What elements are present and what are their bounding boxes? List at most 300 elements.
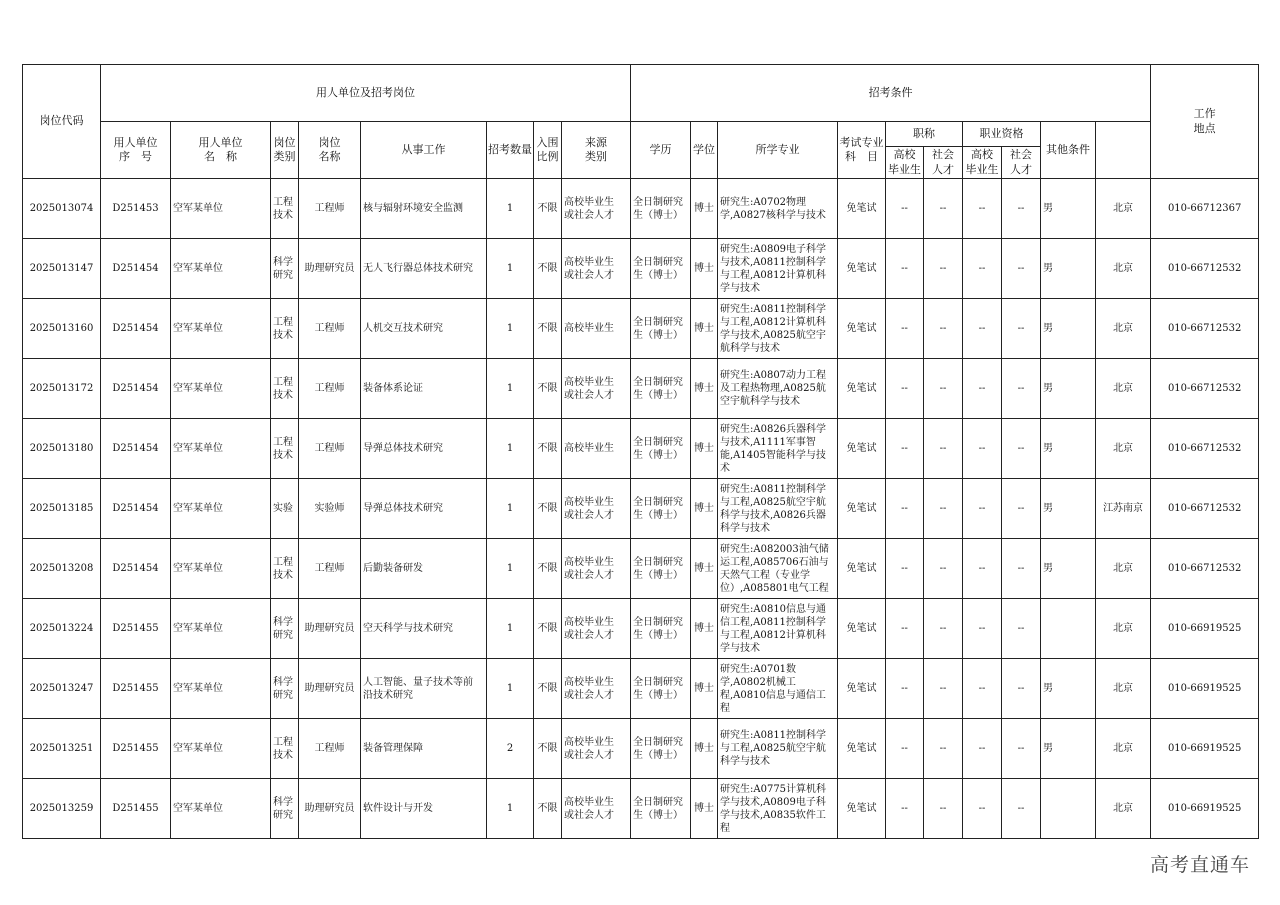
cell-post-code — [23, 419, 101, 479]
cell-exam-text: 免笔试 — [846, 323, 877, 334]
cell-major — [718, 539, 838, 599]
cell-ratio-text: 不限 — [537, 443, 558, 454]
cell-ratio-text: 不限 — [537, 563, 558, 574]
cell-quota-text: 2 — [506, 743, 514, 754]
cell-title-social-text: -- — [939, 803, 947, 814]
cell-exam-text: 免笔试 — [846, 503, 877, 514]
table-row — [23, 239, 1259, 299]
cell-education — [631, 299, 691, 359]
cell-major — [718, 599, 838, 659]
cell-post-code — [23, 479, 101, 539]
cell-other-text: 男 — [1043, 203, 1053, 214]
cell-other-text: 男 — [1043, 743, 1053, 754]
cell-major — [718, 299, 838, 359]
cell-unit-seq-text: D251455 — [112, 623, 159, 634]
cell-ratio — [534, 539, 562, 599]
cell-other — [1041, 239, 1096, 299]
cell-work — [361, 539, 487, 599]
cell-source-text: 高校毕业生 或社会人才 — [564, 676, 614, 701]
cell-degree — [691, 179, 718, 239]
cell-phone-text: 010-66712532 — [1167, 563, 1242, 574]
cell-post-name-text: 助理研究员 — [304, 803, 355, 814]
cell-phone — [1151, 779, 1259, 839]
cell-phone-text: 010-66712532 — [1167, 503, 1242, 514]
cell-unit-name-text: 空军某单位 — [173, 563, 223, 574]
cell-unit-name — [171, 779, 271, 839]
cell-title-social — [924, 419, 963, 479]
cell-phone-text: 010-66712532 — [1167, 443, 1242, 454]
cell-qual-grad-text: -- — [978, 503, 986, 514]
cell-major-text: 研究生:A0811控制科学 与工程,A0825航空宇航 科学与技术,A0826兵器 科学与技术 — [720, 483, 827, 534]
cell-degree-text: 博士 — [694, 383, 714, 394]
cell-post-type — [271, 599, 299, 659]
cell-unit-seq-text: D251455 — [112, 803, 159, 814]
cell-work-place — [1096, 359, 1151, 419]
cell-title-grad — [886, 659, 924, 719]
cell-exam-text: 免笔试 — [846, 743, 877, 754]
cell-quota-text: 1 — [506, 443, 514, 454]
cell-post-type-text: 工程 技术 — [273, 316, 293, 341]
cell-other-text: 男 — [1043, 443, 1053, 454]
cell-work-place-text: 北京 — [1113, 683, 1134, 694]
cell-title-grad — [886, 299, 924, 359]
cell-source-text: 高校毕业生 或社会人才 — [564, 736, 614, 761]
cell-post-type — [271, 479, 299, 539]
cell-phone — [1151, 419, 1259, 479]
cell-source — [562, 179, 631, 239]
cell-post-type — [271, 419, 299, 479]
cell-exam — [838, 359, 886, 419]
cell-major-text: 研究生:A0701数 学,A0802机械工 程,A0810信息与通信工 程 — [720, 663, 826, 714]
cell-source-text: 高校毕业生 或社会人才 — [564, 376, 614, 401]
cell-qual-social — [1002, 239, 1041, 299]
cell-post-code-text: 2025013251 — [29, 743, 94, 754]
cell-ratio — [534, 779, 562, 839]
cell-work-text: 软件设计与开发 — [363, 803, 433, 814]
cell-work-text: 无人飞行器总体技术研究 — [363, 263, 473, 274]
cell-exam — [838, 299, 886, 359]
cell-title-grad — [886, 719, 924, 779]
cell-unit-name-text: 空军某单位 — [173, 263, 223, 274]
cell-education — [631, 479, 691, 539]
cell-other — [1041, 779, 1096, 839]
cell-source — [562, 239, 631, 299]
cell-title-grad-text: -- — [901, 443, 908, 454]
cell-title-grad-text: -- — [901, 623, 908, 634]
cell-work-place — [1096, 299, 1151, 359]
cell-exam-text: 免笔试 — [846, 803, 877, 814]
cell-phone-text: 010-66919525 — [1167, 743, 1242, 754]
cell-work-place-text: 北京 — [1113, 623, 1134, 634]
cell-unit-seq — [101, 479, 171, 539]
cell-qual-social-text: -- — [1017, 743, 1025, 754]
cell-work-place — [1096, 479, 1151, 539]
cell-title-grad — [886, 419, 924, 479]
cell-degree-text: 博士 — [694, 503, 714, 514]
cell-post-type-text: 科学 研究 — [273, 616, 293, 641]
cell-work-place-text: 北京 — [1113, 383, 1134, 394]
cell-other — [1041, 299, 1096, 359]
cell-major — [718, 479, 838, 539]
cell-post-name-text: 助理研究员 — [304, 683, 355, 694]
cell-qual-grad-text: -- — [978, 263, 986, 274]
cell-degree — [691, 719, 718, 779]
header-title-grad: 高校 毕业生 — [886, 147, 924, 179]
cell-unit-name — [171, 179, 271, 239]
cell-title-social-text: -- — [939, 623, 947, 634]
table-row — [23, 779, 1259, 839]
cell-post-name-text: 工程师 — [314, 743, 345, 754]
cell-qual-social-text: -- — [1017, 383, 1025, 394]
cell-unit-seq — [101, 599, 171, 659]
cell-degree-text: 博士 — [694, 263, 714, 274]
cell-title-social-text: -- — [939, 203, 947, 214]
cell-quota-text: 1 — [506, 323, 514, 334]
header-qual-social: 社会 人才 — [1002, 147, 1041, 179]
cell-exam — [838, 539, 886, 599]
cell-title-grad-text: -- — [901, 263, 908, 274]
cell-title-grad-text: -- — [901, 323, 908, 334]
cell-title-social-text: -- — [939, 743, 947, 754]
cell-phone — [1151, 719, 1259, 779]
cell-qual-grad-text: -- — [978, 623, 986, 634]
cell-post-code — [23, 299, 101, 359]
cell-unit-seq-text: D251454 — [112, 383, 159, 394]
cell-qual-social-text: -- — [1017, 623, 1025, 634]
cell-qual-grad — [963, 359, 1002, 419]
cell-work-place — [1096, 599, 1151, 659]
cell-work — [361, 179, 487, 239]
cell-qual-social-text: -- — [1017, 443, 1025, 454]
cell-qual-social-text: -- — [1017, 323, 1025, 334]
cell-title-grad — [886, 539, 924, 599]
cell-degree-text: 博士 — [694, 743, 714, 754]
cell-exam — [838, 779, 886, 839]
cell-ratio-text: 不限 — [537, 503, 558, 514]
header-title-social: 社会 人才 — [924, 147, 963, 179]
cell-work-place — [1096, 539, 1151, 599]
cell-qual-social — [1002, 299, 1041, 359]
cell-qual-social-text: -- — [1017, 263, 1025, 274]
header-unit-seq: 用人单位 序 号 — [101, 122, 171, 179]
cell-degree-text: 博士 — [694, 443, 714, 454]
cell-post-code — [23, 539, 101, 599]
cell-unit-seq — [101, 719, 171, 779]
cell-unit-name — [171, 479, 271, 539]
cell-work-text: 空天科学与技术研究 — [363, 623, 453, 634]
cell-post-code-text: 2025013259 — [29, 803, 94, 814]
cell-quota — [487, 179, 534, 239]
cell-other — [1041, 359, 1096, 419]
cell-exam-text: 免笔试 — [846, 203, 877, 214]
cell-post-name-text: 工程师 — [314, 203, 345, 214]
cell-title-social-text: -- — [939, 563, 947, 574]
cell-unit-name-text: 空军某单位 — [173, 623, 223, 634]
cell-unit-name-text: 空军某单位 — [173, 743, 223, 754]
cell-title-grad-text: -- — [901, 743, 908, 754]
cell-post-code-text: 2025013180 — [29, 443, 94, 454]
cell-unit-seq — [101, 659, 171, 719]
cell-major — [718, 779, 838, 839]
cell-work-place-text: 北京 — [1113, 443, 1134, 454]
cell-qual-social — [1002, 419, 1041, 479]
cell-education-text: 全日制研究 生（博士） — [633, 376, 683, 401]
cell-qual-social-text: -- — [1017, 503, 1025, 514]
cell-source — [562, 659, 631, 719]
cell-work-text: 后勤装备研发 — [363, 563, 423, 574]
cell-title-social — [924, 659, 963, 719]
cell-post-code — [23, 719, 101, 779]
cell-other-text: 男 — [1043, 683, 1053, 694]
table-header — [23, 65, 1259, 179]
cell-education-text: 全日制研究 生（博士） — [633, 616, 683, 641]
cell-post-code — [23, 779, 101, 839]
cell-post-name — [299, 239, 361, 299]
cell-major-text: 研究生:A0810信息与通 信工程,A0811控制科学 与工程,A0812计算机科 学与技术 — [720, 603, 827, 654]
cell-post-type-text: 工程 技术 — [273, 196, 293, 221]
cell-other-text: 男 — [1043, 383, 1053, 394]
cell-post-name-text: 工程师 — [314, 563, 345, 574]
header-unit-name: 用人单位 名 称 — [171, 122, 271, 179]
cell-post-type-text: 工程 技术 — [273, 376, 293, 401]
cell-qual-social — [1002, 719, 1041, 779]
cell-source — [562, 599, 631, 659]
cell-phone — [1151, 359, 1259, 419]
cell-quota-text: 1 — [506, 803, 514, 814]
header-title-group: 职称 — [886, 122, 963, 147]
cell-quota — [487, 239, 534, 299]
cell-work — [361, 419, 487, 479]
cell-source-text: 高校毕业生 或社会人才 — [564, 616, 614, 641]
cell-qual-grad-text: -- — [978, 803, 986, 814]
cell-phone — [1151, 659, 1259, 719]
cell-qual-grad — [963, 179, 1002, 239]
table-body — [23, 179, 1259, 839]
cell-title-grad-text: -- — [901, 503, 908, 514]
cell-degree — [691, 539, 718, 599]
cell-title-social — [924, 239, 963, 299]
cell-degree — [691, 779, 718, 839]
cell-phone — [1151, 299, 1259, 359]
cell-education-text: 全日制研究 生（博士） — [633, 556, 683, 581]
cell-quota — [487, 719, 534, 779]
cell-qual-grad — [963, 239, 1002, 299]
cell-title-social — [924, 779, 963, 839]
cell-unit-seq-text: D251454 — [112, 263, 159, 274]
cell-degree-text: 博士 — [694, 803, 714, 814]
cell-qual-social — [1002, 179, 1041, 239]
cell-major-text: 研究生:A0775计算机科 学与技术,A0809电子科 学与技术,A0835软件工 程 — [720, 783, 827, 834]
cell-exam — [838, 659, 886, 719]
table-row — [23, 599, 1259, 659]
cell-qual-social-text: -- — [1017, 683, 1025, 694]
cell-post-code — [23, 599, 101, 659]
cell-other-text: 男 — [1043, 563, 1053, 574]
cell-unit-name-text: 空军某单位 — [173, 503, 223, 514]
cell-qual-grad — [963, 479, 1002, 539]
cell-unit-name-text: 空军某单位 — [173, 323, 223, 334]
cell-ratio-text: 不限 — [537, 743, 558, 754]
cell-quota — [487, 479, 534, 539]
cell-work-place — [1096, 719, 1151, 779]
cell-exam — [838, 719, 886, 779]
cell-other — [1041, 479, 1096, 539]
cell-ratio-text: 不限 — [537, 803, 558, 814]
cell-source-text: 高校毕业生 或社会人才 — [564, 256, 614, 281]
cell-qual-grad — [963, 419, 1002, 479]
cell-degree — [691, 419, 718, 479]
cell-work-text: 人机交互技术研究 — [363, 323, 443, 334]
cell-work — [361, 479, 487, 539]
recruitment-table — [22, 64, 1259, 839]
header-major: 所学专业 — [718, 122, 838, 179]
cell-degree — [691, 479, 718, 539]
cell-qual-grad — [963, 599, 1002, 659]
cell-other-text: 男 — [1043, 503, 1053, 514]
header-work-place: 工作 地点 — [1151, 65, 1259, 179]
cell-work-text: 装备体系论证 — [363, 383, 423, 394]
cell-work — [361, 779, 487, 839]
header-exam: 考试专业 科 目 — [838, 122, 886, 179]
cell-other-text: 男 — [1043, 263, 1053, 274]
cell-degree-text: 博士 — [694, 623, 714, 634]
cell-other — [1041, 179, 1096, 239]
cell-work — [361, 719, 487, 779]
cell-ratio — [534, 719, 562, 779]
cell-exam — [838, 419, 886, 479]
table-row — [23, 299, 1259, 359]
cell-degree — [691, 359, 718, 419]
header-ratio: 入围 比例 — [534, 122, 562, 179]
cell-degree-text: 博士 — [694, 563, 714, 574]
cell-post-type — [271, 539, 299, 599]
header-other: 其他条件 — [1041, 122, 1096, 179]
cell-quota-text: 1 — [506, 383, 514, 394]
header-post-name: 岗位 名称 — [299, 122, 361, 179]
cell-education — [631, 419, 691, 479]
cell-quota-text: 1 — [506, 623, 514, 634]
cell-title-social-text: -- — [939, 383, 947, 394]
cell-source-text: 高校毕业生 或社会人才 — [564, 196, 614, 221]
cell-qual-grad-text: -- — [978, 323, 986, 334]
cell-post-name — [299, 419, 361, 479]
cell-post-name — [299, 779, 361, 839]
cell-quota-text: 1 — [506, 563, 514, 574]
header-work: 从事工作 — [361, 122, 487, 179]
cell-degree-text: 博士 — [694, 683, 714, 694]
cell-qual-grad — [963, 539, 1002, 599]
cell-post-type — [271, 719, 299, 779]
cell-source — [562, 539, 631, 599]
cell-major-text: 研究生:A0811控制科学 与工程,A0812计算机科 学与技术,A0825航空宇 航科学与技术 — [720, 303, 827, 354]
cell-source — [562, 719, 631, 779]
cell-qual-grad-text: -- — [978, 683, 986, 694]
cell-title-grad — [886, 479, 924, 539]
cell-unit-name-text: 空军某单位 — [173, 443, 223, 454]
cell-post-name-text: 实验师 — [314, 503, 345, 514]
cell-work-place-text: 北京 — [1113, 803, 1134, 814]
cell-title-grad-text: -- — [901, 563, 908, 574]
cell-post-code-text: 2025013147 — [29, 263, 94, 274]
cell-education — [631, 719, 691, 779]
cell-title-grad-text: -- — [901, 203, 908, 214]
cell-unit-name-text: 空军某单位 — [173, 683, 223, 694]
cell-post-name-text: 工程师 — [314, 323, 345, 334]
cell-unit-seq — [101, 359, 171, 419]
cell-quota-text: 1 — [506, 683, 514, 694]
cell-other — [1041, 599, 1096, 659]
cell-education — [631, 599, 691, 659]
cell-unit-name — [171, 539, 271, 599]
cell-source-text: 高校毕业生 或社会人才 — [564, 796, 614, 821]
cell-unit-seq-text: D251454 — [112, 503, 159, 514]
cell-work-text: 导弹总体技术研究 — [363, 443, 443, 454]
cell-work-place-text: 北京 — [1113, 743, 1134, 754]
cell-qual-grad-text: -- — [978, 383, 986, 394]
cell-post-code-text: 2025013160 — [29, 323, 94, 334]
cell-exam-text: 免笔试 — [846, 263, 877, 274]
cell-ratio — [534, 479, 562, 539]
cell-degree-text: 博士 — [694, 323, 714, 334]
table-row — [23, 719, 1259, 779]
cell-degree — [691, 299, 718, 359]
cell-unit-name — [171, 599, 271, 659]
cell-qual-grad — [963, 659, 1002, 719]
cell-qual-social — [1002, 479, 1041, 539]
header-source: 来源 类别 — [562, 122, 631, 179]
cell-work — [361, 239, 487, 299]
cell-qual-social — [1002, 779, 1041, 839]
cell-post-code — [23, 359, 101, 419]
cell-unit-name — [171, 239, 271, 299]
cell-education-text: 全日制研究 生（博士） — [633, 316, 683, 341]
cell-ratio — [534, 659, 562, 719]
cell-major-text: 研究生:A0807动力工程 及工程热物理,A0825航 空宇航科学与技术 — [720, 370, 827, 407]
cell-ratio-text: 不限 — [537, 383, 558, 394]
cell-phone-text: 010-66712532 — [1167, 383, 1242, 394]
cell-qual-social-text: -- — [1017, 563, 1025, 574]
header-post-type: 岗位 类别 — [271, 122, 299, 179]
cell-ratio-text: 不限 — [537, 683, 558, 694]
cell-title-grad — [886, 239, 924, 299]
cell-ratio-text: 不限 — [537, 323, 558, 334]
cell-work-place — [1096, 419, 1151, 479]
cell-post-type — [271, 359, 299, 419]
cell-qual-grad-text: -- — [978, 443, 986, 454]
cell-unit-seq-text: D251455 — [112, 743, 159, 754]
cell-work-place-text: 北京 — [1113, 323, 1134, 334]
cell-phone-text: 010-66712532 — [1167, 263, 1242, 274]
cell-education-text: 全日制研究 生（博士） — [633, 256, 683, 281]
cell-qual-social — [1002, 539, 1041, 599]
cell-phone-text: 010-66919525 — [1167, 683, 1242, 694]
cell-source-text: 高校毕业生 — [564, 443, 614, 454]
cell-post-name — [299, 539, 361, 599]
cell-other — [1041, 539, 1096, 599]
cell-education — [631, 239, 691, 299]
cell-quota — [487, 539, 534, 599]
cell-ratio — [534, 179, 562, 239]
cell-education — [631, 659, 691, 719]
cell-source-text: 高校毕业生 — [564, 323, 614, 334]
cell-title-grad — [886, 179, 924, 239]
cell-unit-seq-text: D251454 — [112, 563, 159, 574]
cell-post-name-text: 工程师 — [314, 383, 345, 394]
cell-post-name — [299, 599, 361, 659]
cell-exam-text: 免笔试 — [846, 563, 877, 574]
header-qual-group: 职业资格 — [963, 122, 1041, 147]
cell-unit-seq — [101, 179, 171, 239]
